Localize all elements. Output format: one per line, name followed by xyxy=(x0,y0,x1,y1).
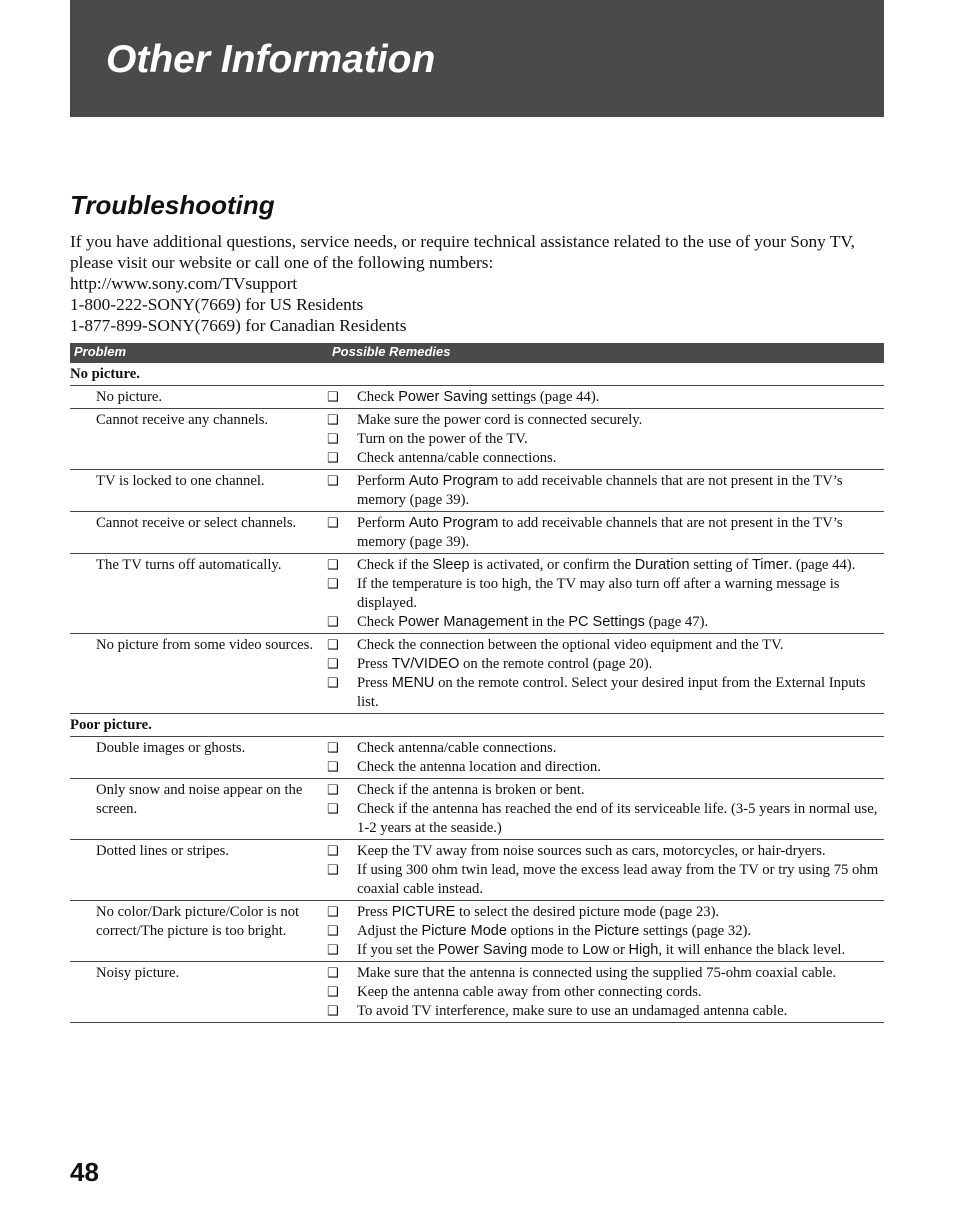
remedy-text-segment: mode to xyxy=(527,942,583,958)
remedy-text xyxy=(357,556,884,575)
table-row xyxy=(70,470,884,512)
checkbox-icon: ❑ xyxy=(327,924,339,939)
checkbox-icon: ❑ xyxy=(327,451,339,466)
menu-term: Picture xyxy=(594,923,640,939)
remedy-text-segment: Adjust the xyxy=(357,923,422,939)
remedy-text xyxy=(357,842,884,861)
remedy-text-segment: Turn on the power of the TV. xyxy=(357,431,528,447)
checkbox-icon: ❑ xyxy=(327,760,339,775)
problem-cell: Cannot receive or select channels. xyxy=(96,515,297,531)
checkbox-icon: ❑ xyxy=(327,943,339,958)
table-row xyxy=(70,409,884,470)
remedies-cell xyxy=(322,964,884,1021)
remedy-item xyxy=(322,941,884,960)
remedies-cell xyxy=(322,388,884,407)
remedy-text-segment: Press xyxy=(357,656,392,672)
remedy-text-segment: Perform xyxy=(357,515,409,531)
checkbox-icon: ❑ xyxy=(327,741,339,756)
checkbox-icon: ❑ xyxy=(327,413,339,428)
remedy-item xyxy=(322,842,884,861)
table-row xyxy=(70,737,884,779)
remedy-text-segment: settings (page 44). xyxy=(487,389,600,405)
menu-term: Sleep xyxy=(432,557,470,573)
remedy-text-segment: Make sure the power cord is connected securely. xyxy=(357,412,643,428)
remedy-text-segment: on the remote control (page 20). xyxy=(459,656,653,672)
remedies-cell xyxy=(322,472,884,510)
menu-term: MENU xyxy=(391,675,435,691)
column-header-remedies: Possible Remedies xyxy=(332,344,451,359)
section-title: Troubleshooting xyxy=(70,190,275,220)
remedy-text xyxy=(357,674,884,712)
menu-term: Power Saving xyxy=(398,389,488,405)
remedy-text-segment: Check the antenna location and direction. xyxy=(357,759,601,775)
remedies-cell xyxy=(322,739,884,777)
remedy-item xyxy=(322,655,884,674)
table-row xyxy=(70,962,884,1023)
remedy-text xyxy=(357,655,884,674)
checkbox-icon: ❑ xyxy=(327,802,339,817)
remedy-item xyxy=(322,781,884,800)
problem-cell: No picture. xyxy=(96,389,163,405)
remedy-text-segment: setting of xyxy=(689,557,752,573)
table-body xyxy=(70,363,884,1023)
remedy-text-segment: Perform xyxy=(357,473,409,489)
problem-cell: TV is locked to one channel. xyxy=(96,473,265,489)
remedy-text-segment: Check xyxy=(357,614,399,630)
menu-term: Duration xyxy=(634,557,690,573)
menu-term: Low xyxy=(582,942,609,958)
remedy-text-segment: in the xyxy=(527,614,569,630)
remedy-text-segment: . (page 44). xyxy=(788,557,856,573)
checkbox-icon: ❑ xyxy=(327,985,339,1000)
remedy-text-segment: Make sure that the antenna is connected using the supplied 75-ohm coaxial cable. xyxy=(357,965,837,981)
remedy-text-segment: If the temperature is too high, the TV may also turn off after a warning message is displayed. xyxy=(357,576,840,611)
table-row xyxy=(70,554,884,634)
remedies-cell xyxy=(322,636,884,712)
remedy-text-segment: Check if the antenna has reached the end of its serviceable life. (3-5 years in normal use, 1-2 years at the seaside.) xyxy=(357,801,878,836)
menu-term: High xyxy=(628,942,659,958)
remedies-cell xyxy=(322,842,884,899)
menu-term: Timer xyxy=(751,557,789,573)
remedy-item xyxy=(322,861,884,899)
remedy-item xyxy=(322,556,884,575)
remedy-text-segment: to select the desired picture mode (page 23). xyxy=(455,904,720,920)
menu-term: Auto Program xyxy=(408,515,499,531)
remedy-item xyxy=(322,388,884,407)
checkbox-icon: ❑ xyxy=(327,615,339,630)
remedy-text-segment: Keep the antenna cable away from other connecting cords. xyxy=(357,984,702,1000)
intro-paragraph: If you have additional questions, service needs, or require technical assistance related to the use of your Sony TV, please visit our website or call one of the following numbers: xyxy=(70,232,855,272)
remedies-cell xyxy=(322,411,884,468)
checkbox-icon: ❑ xyxy=(327,474,339,489)
remedy-text xyxy=(357,575,884,613)
remedy-text-segment: If you set the xyxy=(357,942,438,958)
problem-cell: No color/Dark picture/Color is not correct/The picture is too bright. xyxy=(96,904,300,939)
checkbox-icon: ❑ xyxy=(327,783,339,798)
troubleshooting-table xyxy=(70,343,884,1023)
problem-cell: Noisy picture. xyxy=(96,965,180,981)
remedy-text-segment: to add receivable channels that are not present in the TV’s memory (page 39). xyxy=(357,515,843,550)
remedy-text xyxy=(357,449,884,468)
remedies-cell xyxy=(322,903,884,960)
phone-canada: 1-877-899-SONY(7669) for Canadian Residents xyxy=(70,316,407,335)
remedy-text xyxy=(357,922,884,941)
category-heading: Poor picture. xyxy=(70,714,884,737)
remedy-text-segment: Press xyxy=(357,904,392,920)
checkbox-icon: ❑ xyxy=(327,844,339,859)
menu-term: TV/VIDEO xyxy=(391,656,460,672)
problem-cell: Dotted lines or stripes. xyxy=(96,843,229,859)
remedy-text-segment: Press xyxy=(357,675,392,691)
remedy-text-segment: Keep the TV away from noise sources such as cars, motorcycles, or hair-dryers. xyxy=(357,843,826,859)
checkbox-icon: ❑ xyxy=(327,577,339,592)
checkbox-icon: ❑ xyxy=(327,1004,339,1019)
chapter-banner xyxy=(70,0,884,117)
remedy-item xyxy=(322,983,884,1002)
remedy-text-segment: to add receivable channels that are not present in the TV’s memory (page 39). xyxy=(357,473,843,508)
remedy-item xyxy=(322,636,884,655)
problem-cell: Cannot receive any channels. xyxy=(96,412,269,428)
remedy-item xyxy=(322,472,884,510)
menu-term: Auto Program xyxy=(408,473,499,489)
chapter-title: Other Information xyxy=(106,38,436,81)
category-heading: No picture. xyxy=(70,363,884,386)
remedy-item xyxy=(322,674,884,712)
remedy-item xyxy=(322,758,884,777)
remedies-cell xyxy=(322,514,884,552)
remedy-text xyxy=(357,861,884,899)
remedy-text-segment: If using 300 ohm twin lead, move the excess lead away from the TV or try using 75 ohm coaxial cable instead. xyxy=(357,862,879,897)
remedy-text xyxy=(357,636,884,655)
column-header-problem: Problem xyxy=(74,344,127,359)
remedy-item xyxy=(322,411,884,430)
remedy-text xyxy=(357,941,884,960)
problem-cell: The TV turns off automatically. xyxy=(96,557,282,573)
table-row xyxy=(70,901,884,962)
checkbox-icon: ❑ xyxy=(327,966,339,981)
remedy-item xyxy=(322,575,884,613)
remedy-item xyxy=(322,449,884,468)
intro-block xyxy=(70,231,884,336)
remedy-text-segment: Check antenna/cable connections. xyxy=(357,450,557,466)
remedy-text xyxy=(357,781,884,800)
remedy-text xyxy=(357,388,884,407)
table-row xyxy=(70,779,884,840)
remedy-text xyxy=(357,739,884,758)
menu-term: Power Management xyxy=(398,614,528,630)
remedies-cell xyxy=(322,556,884,632)
checkbox-icon: ❑ xyxy=(327,638,339,653)
remedy-item xyxy=(322,430,884,449)
remedy-text xyxy=(357,514,884,552)
remedy-item xyxy=(322,964,884,983)
remedy-text-segment: options in the xyxy=(506,923,595,939)
remedies-cell xyxy=(322,781,884,838)
remedy-text-segment: Check if the xyxy=(357,557,433,573)
remedy-text-segment: Check the connection between the optional video equipment and the TV. xyxy=(357,637,784,653)
phone-us: 1-800-222-SONY(7669) for US Residents xyxy=(70,295,364,314)
remedy-item xyxy=(322,922,884,941)
remedy-text-segment: on the remote control. Select your desired input from the External Inputs list. xyxy=(357,675,866,710)
table-header xyxy=(70,343,884,363)
checkbox-icon: ❑ xyxy=(327,432,339,447)
checkbox-icon: ❑ xyxy=(327,516,339,531)
remedy-text xyxy=(357,964,884,983)
checkbox-icon: ❑ xyxy=(327,390,339,405)
remedy-text xyxy=(357,800,884,838)
table-row xyxy=(70,634,884,714)
table-row xyxy=(70,512,884,554)
remedy-text-segment: Check if the antenna is broken or bent. xyxy=(357,782,585,798)
remedy-text-segment: (page 47). xyxy=(644,614,709,630)
remedy-text-segment: Check xyxy=(357,389,399,405)
remedy-item xyxy=(322,739,884,758)
remedy-text-segment: Check antenna/cable connections. xyxy=(357,740,557,756)
remedy-text xyxy=(357,1002,884,1021)
remedy-text xyxy=(357,983,884,1002)
remedy-text-segment: is activated, or confirm the xyxy=(469,557,635,573)
remedy-text xyxy=(357,430,884,449)
remedy-item xyxy=(322,800,884,838)
remedy-text xyxy=(357,758,884,777)
remedy-text-segment: , it will enhance the black level. xyxy=(658,942,846,958)
menu-term: Picture Mode xyxy=(421,923,507,939)
menu-term: PICTURE xyxy=(391,904,456,920)
remedy-item xyxy=(322,1002,884,1021)
problem-cell: Double images or ghosts. xyxy=(96,740,246,756)
remedy-item xyxy=(322,613,884,632)
remedy-text-segment: or xyxy=(608,942,629,958)
checkbox-icon: ❑ xyxy=(327,905,339,920)
menu-term: PC Settings xyxy=(568,614,645,630)
checkbox-icon: ❑ xyxy=(327,863,339,878)
checkbox-icon: ❑ xyxy=(327,676,339,691)
remedy-text xyxy=(357,613,884,632)
remedy-item xyxy=(322,903,884,922)
problem-cell: No picture from some video sources. xyxy=(96,637,313,653)
table-row xyxy=(70,386,884,409)
support-website: http://www.sony.com/TVsupport xyxy=(70,274,298,293)
table-row xyxy=(70,840,884,901)
remedy-text xyxy=(357,903,884,922)
remedy-text xyxy=(357,472,884,510)
checkbox-icon: ❑ xyxy=(327,657,339,672)
remedy-text xyxy=(357,411,884,430)
checkbox-icon: ❑ xyxy=(327,558,339,573)
remedy-text-segment: To avoid TV interference, make sure to use an undamaged antenna cable. xyxy=(357,1003,788,1019)
menu-term: Power Saving xyxy=(437,942,528,958)
remedy-item xyxy=(322,514,884,552)
remedy-text-segment: settings (page 32). xyxy=(639,923,752,939)
page-number: 48 xyxy=(70,1157,99,1187)
problem-cell: Only snow and noise appear on the screen. xyxy=(96,782,303,817)
